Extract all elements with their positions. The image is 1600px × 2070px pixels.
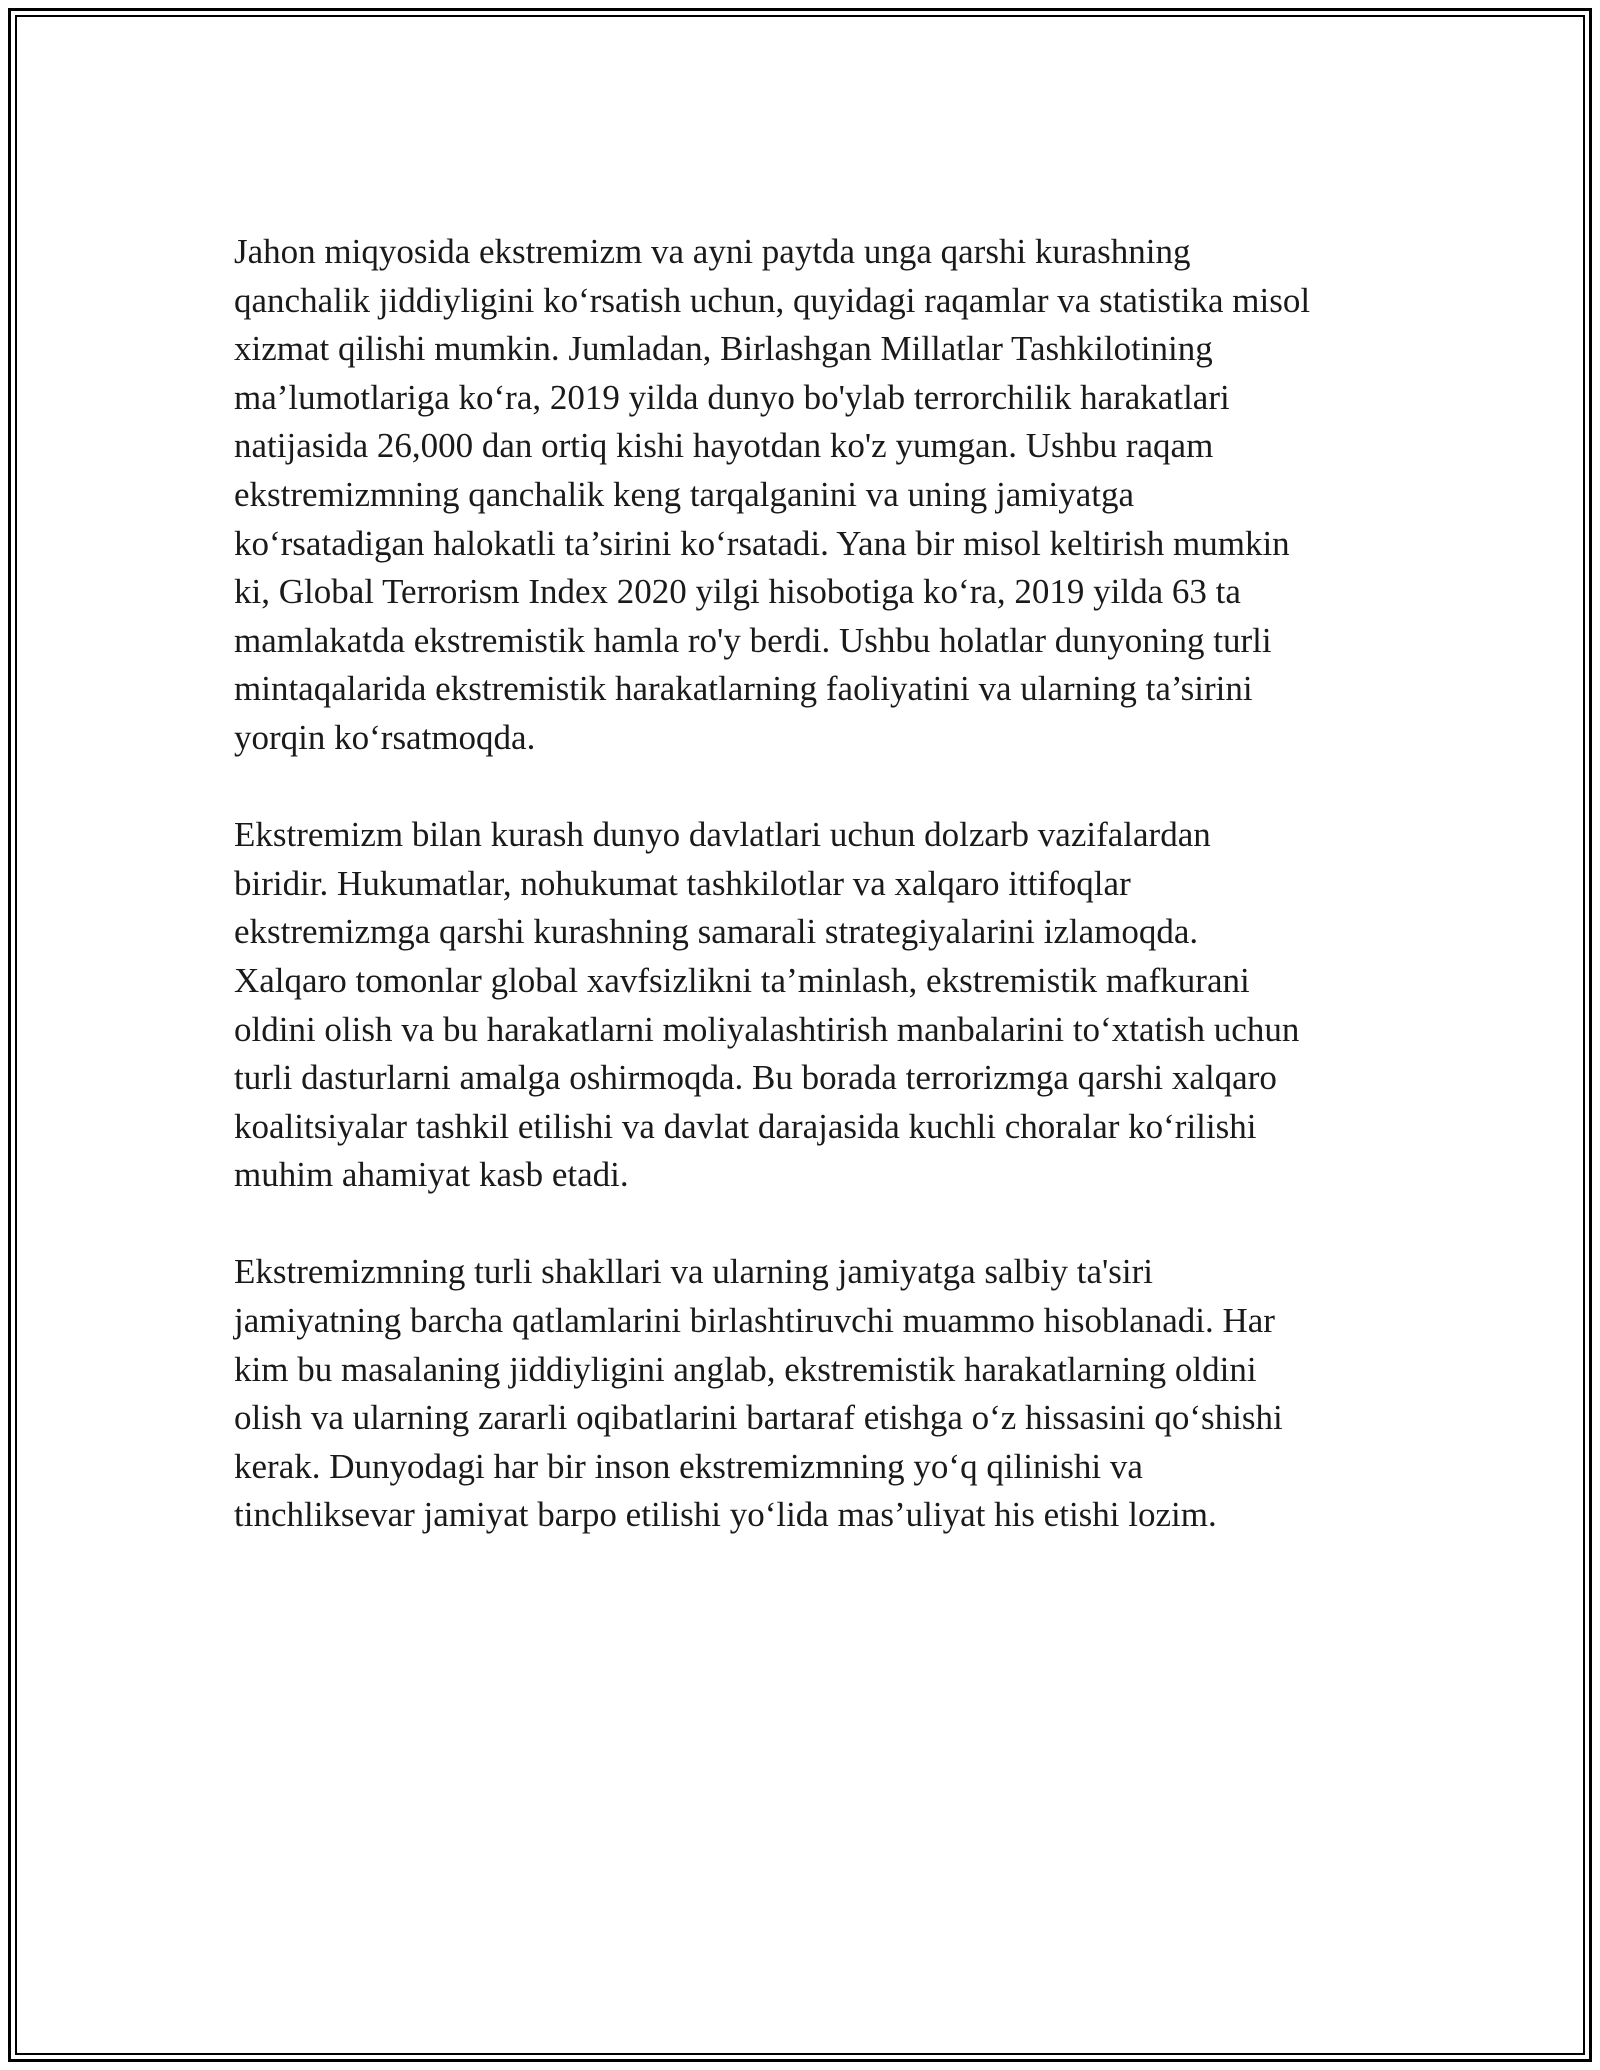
text-line: ekstremizmga qarshi kurashning samarali strategiyalarini izlamoqda. [234,912,1199,952]
text-line: ekstremizmning qanchalik keng tarqalganini va uning jamiyatga [234,474,1135,514]
paragraph-3 [234,1248,1374,1540]
document-body [234,228,1374,1589]
paragraph-1 [234,228,1374,763]
text-line: mamlakatda ekstremistik hamla ro'y berdi. Ushbu holatlar dunyoning turli [234,620,1272,660]
text-line: biridir. Hukumatlar, nohukumat tashkilotlar va xalqaro ittifoqlar [234,863,1131,903]
text-line: mintaqalarida ekstremistik harakatlarning faoliyatini va ularning ta’sirini [234,669,1253,709]
paragraph-2 [234,811,1374,1200]
text-line: qanchalik jiddiyligini ko‘rsatish uchun, quyidagi raqamlar va statistika misol [234,280,1311,320]
text-line: ki, Global Terrorism Index 2020 yilgi hisobotiga ko‘ra, 2019 yilda 63 ta [234,572,1241,612]
text-line: olish va ularning zararli oqibatlarini bartaraf etishga o‘z hissasini qo‘shishi [234,1398,1283,1438]
text-line: muhim ahamiyat kasb etadi. [234,1155,629,1195]
text-line: turli dasturlarni amalga oshirmoqda. Bu borada terrorizmga qarshi xalqaro [234,1058,1277,1098]
text-line: Jahon miqyosida ekstremizm va ayni paytda unga qarshi kurashning [234,232,1191,271]
text-line: jamiyatning barcha qatlamlarini birlashtiruvchi muammo hisoblanadi. Har [234,1301,1275,1341]
text-line: xizmat qilishi mumkin. Jumladan, Birlashgan Millatlar Tashkilotining [234,329,1213,369]
text-line: ma’lumotlariga ko‘ra, 2019 yilda dunyo bo'ylab terrorchilik harakatlari [234,377,1230,417]
text-line: Xalqaro tomonlar global xavfsizlikni ta’minlash, ekstremistik mafkurani [234,960,1250,1000]
text-line: koalitsiyalar tashkil etilishi va davlat darajasida kuchli choralar ko‘rilishi [234,1106,1257,1146]
text-line: natijasida 26,000 dan ortiq kishi hayotdan ko'z yumgan. Ushbu raqam [234,426,1214,466]
text-line: Ekstremizm bilan kurash dunyo davlatlari uchun dolzarb vazifalardan [234,815,1211,855]
text-line: tinchliksevar jamiyat barpo etilishi yo‘lida mas’uliyat his etishi lozim. [234,1495,1217,1535]
text-line: Ekstremizmning turli shakllari va ularning jamiyatga salbiy ta'siri [234,1252,1154,1292]
text-line: oldini olish va bu harakatlarni moliyalashtirish manbalarini to‘xtatish uchun [234,1009,1300,1049]
text-line: kerak. Dunyodagi har bir inson ekstremizmning yo‘q qilinishi va [234,1446,1143,1486]
text-line: ko‘rsatadigan halokatli ta’sirini ko‘rsatadi. Yana bir misol keltirish mumkin [234,523,1290,563]
text-line: kim bu masalaning jiddiyligini anglab, ekstremistik harakatlarning oldini [234,1349,1257,1389]
text-line: yorqin ko‘rsatmoqda. [234,717,536,757]
